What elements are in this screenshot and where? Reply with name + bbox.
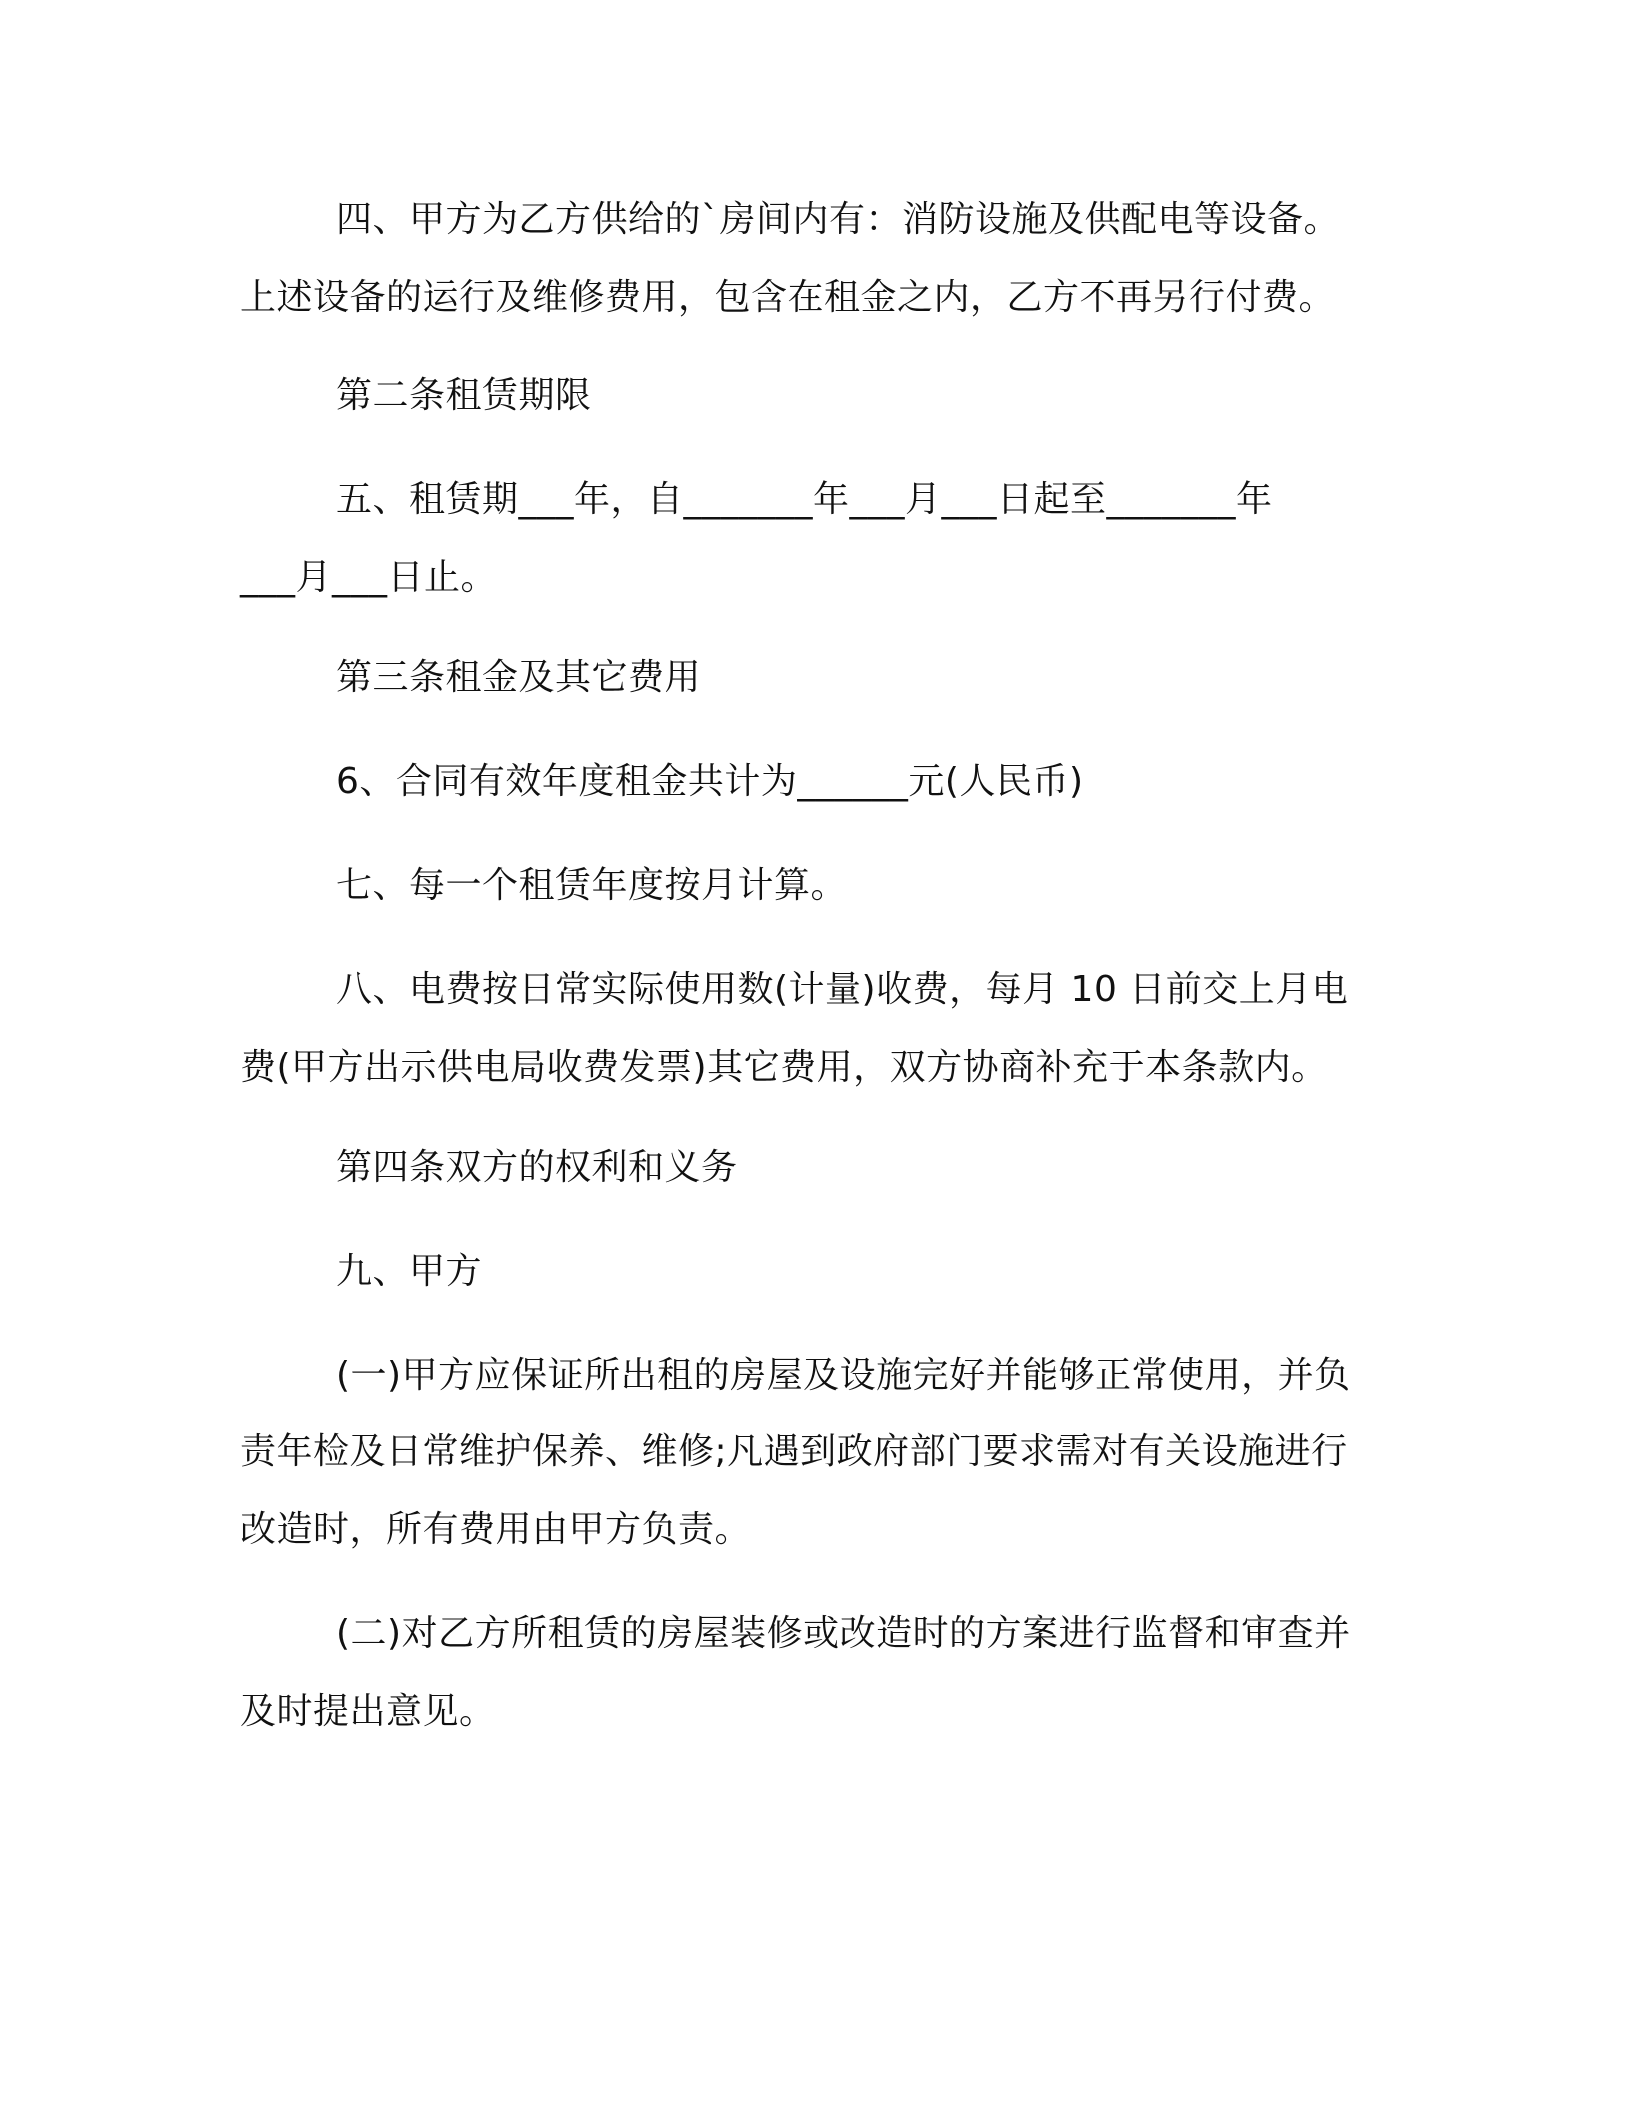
paragraph-line: 七、每一个租赁年度按月计算。 <box>336 865 848 906</box>
section-heading: 第二条租赁期限 <box>336 375 592 416</box>
paragraph-line: ___月___日止。 <box>240 557 498 598</box>
paragraph-line: 上述设备的运行及维修费用，包含在租金之内，乙方不再另行付费。 <box>240 277 1336 318</box>
paragraph-line: (二)对乙方所租赁的房屋装修或改造时的方案进行监督和审查并 <box>336 1613 1351 1654</box>
paragraph-line: 八、电费按日常实际使用数(计量)收费，每月 10 日前交上月电 <box>336 969 1349 1010</box>
paragraph-line: 费(甲方出示供电局收费发票)其它费用，双方协商补充于本条款内。 <box>240 1047 1328 1088</box>
paragraph-line: 五、租赁期___年，自_______年___月___日起至_______年 <box>336 479 1273 520</box>
paragraph-line: 九、甲方 <box>336 1251 483 1292</box>
paragraph-line: 6、合同有效年度租金共计为______元(人民币) <box>336 761 1084 802</box>
paragraph-line: 及时提出意见。 <box>240 1691 496 1732</box>
paragraph-line: (一)甲方应保证所出租的房屋及设施完好并能够正常使用，并负 <box>336 1355 1351 1396</box>
paragraph-line: 改造时，所有费用由甲方负责。 <box>240 1509 752 1550</box>
section-heading: 第四条双方的权利和义务 <box>336 1147 738 1188</box>
paragraph-line: 四、甲方为乙方供给的`房间内有：消防设施及供配电等设备。 <box>336 199 1341 240</box>
section-heading: 第三条租金及其它费用 <box>336 657 702 698</box>
paragraph-line: 责年检及日常维护保养、维修;凡遇到政府部门要求需对有关设施进行 <box>240 1431 1348 1472</box>
